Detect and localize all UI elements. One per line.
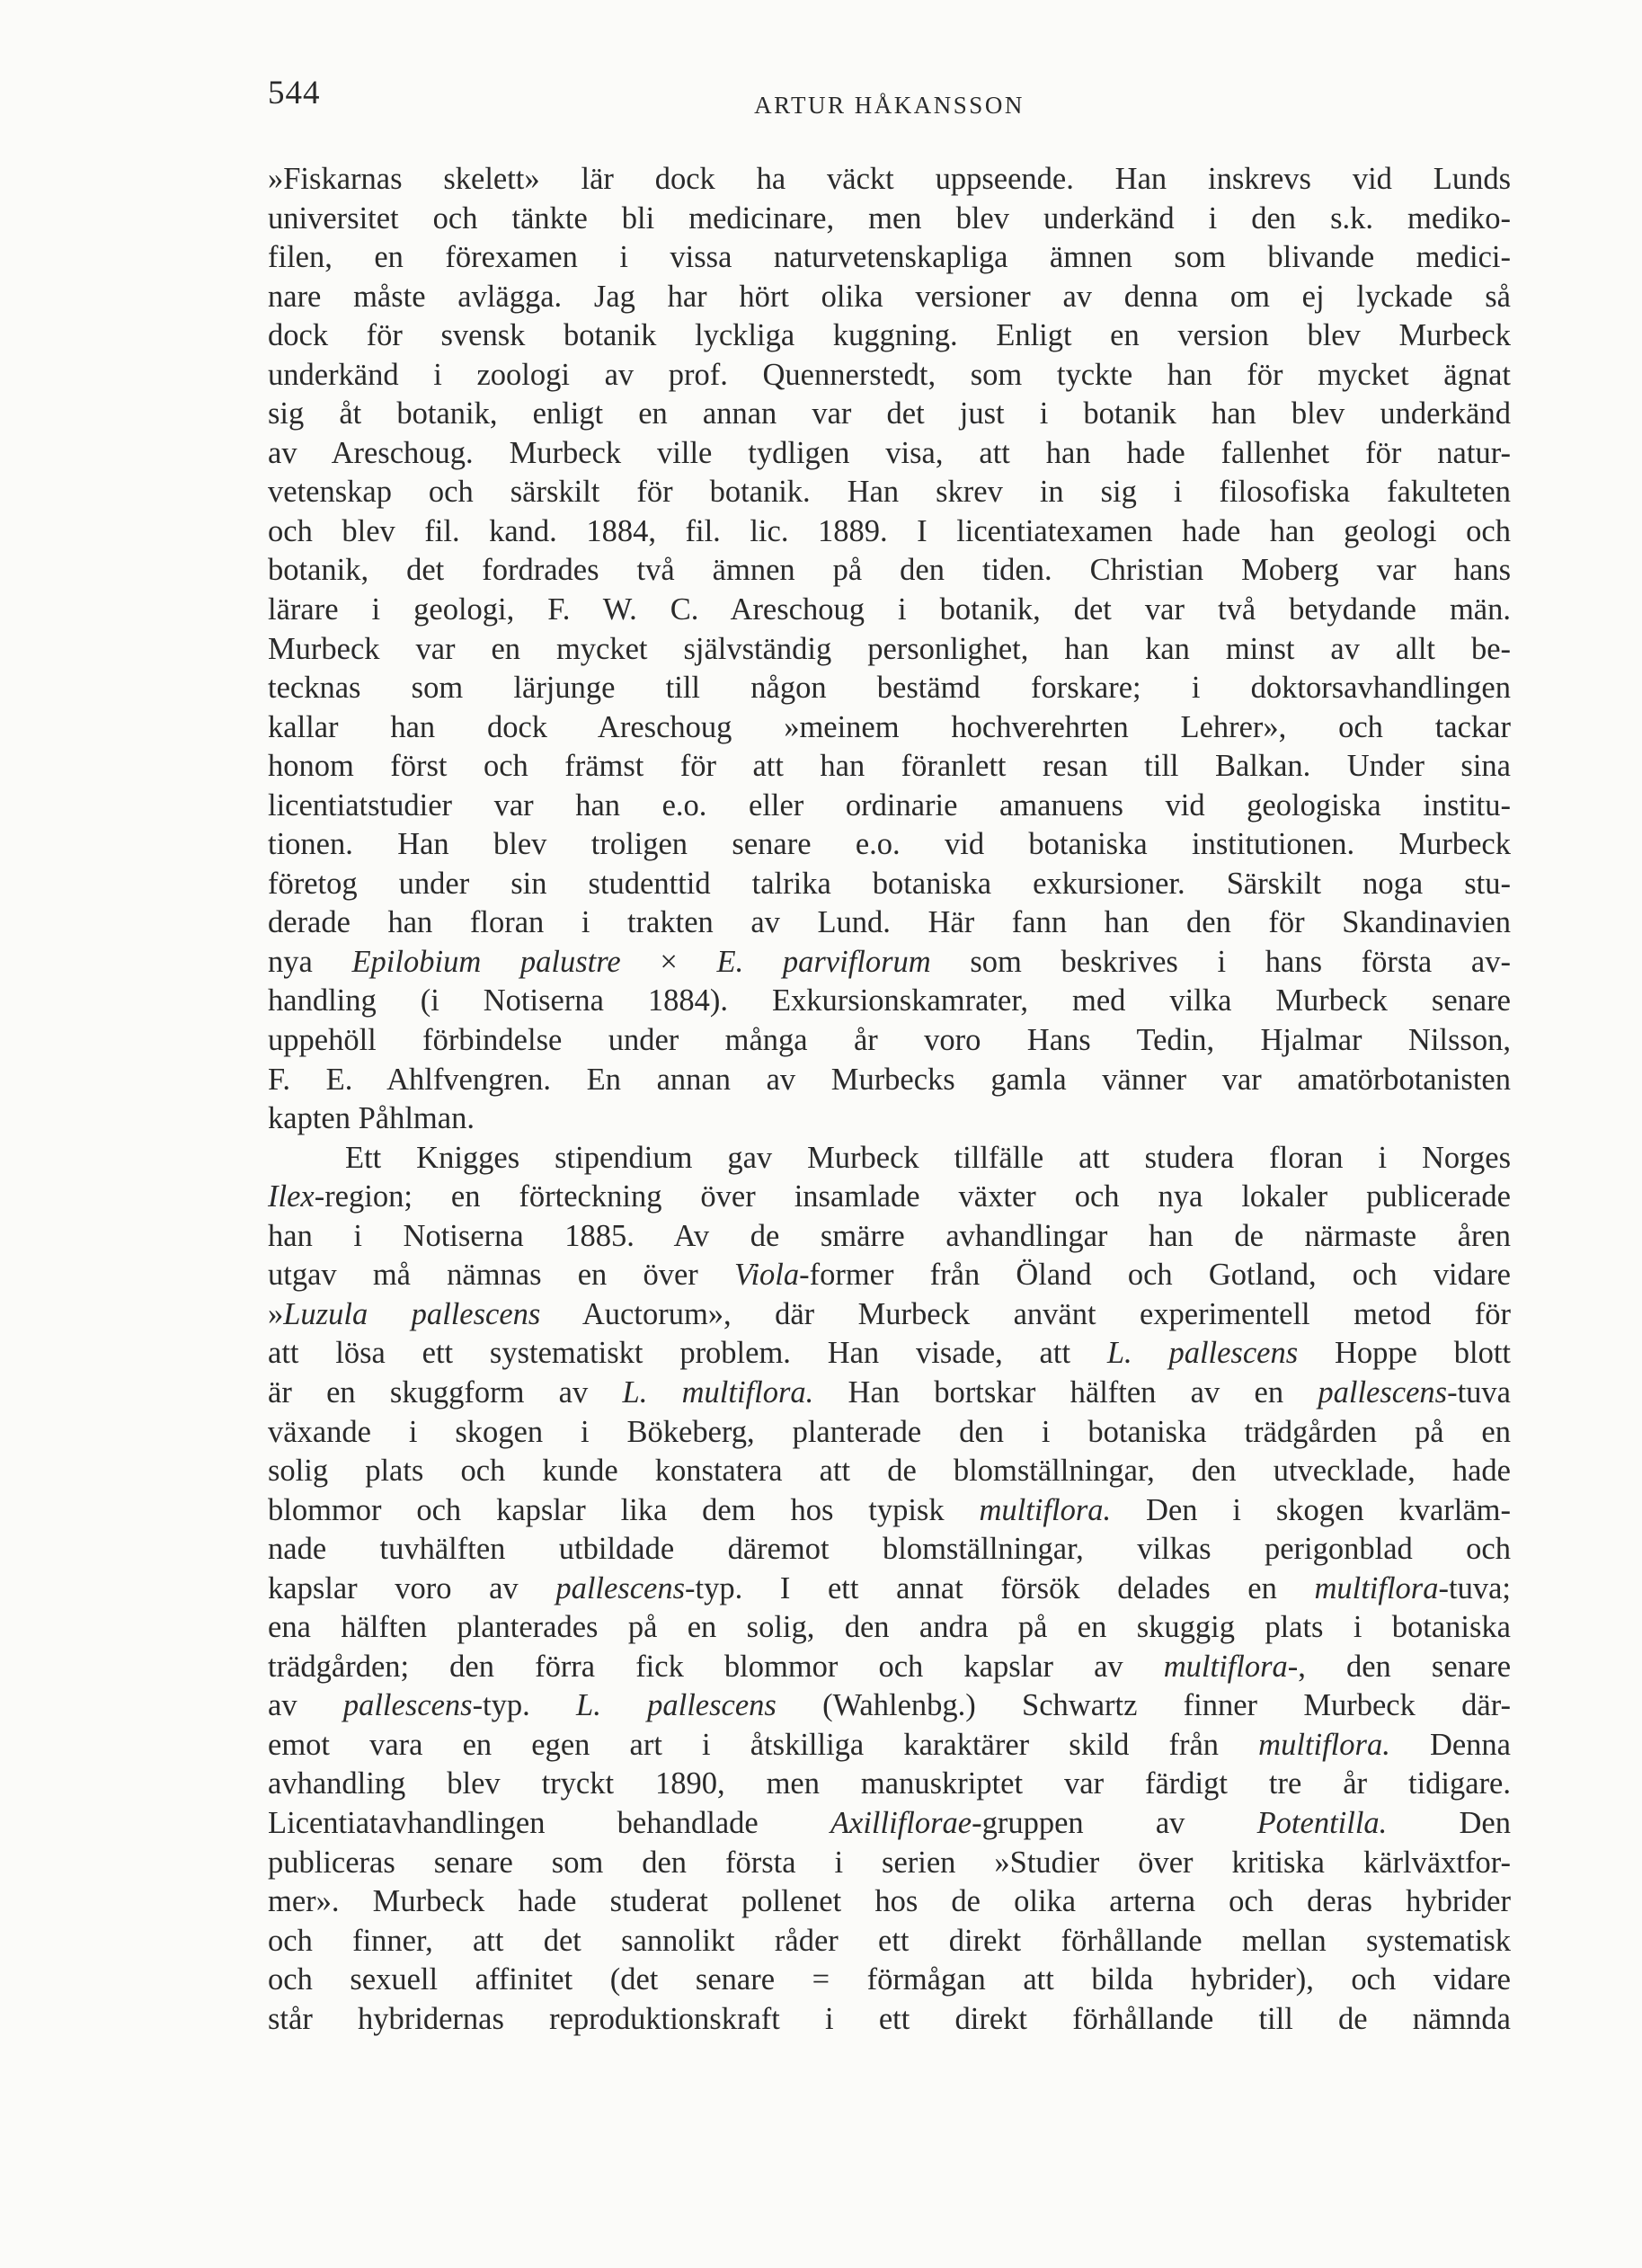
text-line: [268, 356, 1511, 396]
text-segment: universitet och tänkte bli medicinare, men blev underkänd i den s.k. mediko-: [268, 200, 1511, 236]
text-line: [268, 1686, 1511, 1726]
text-segment: publiceras senare som den första i serien »Studier över kritiska kärlväxtfor-: [268, 1845, 1511, 1880]
text-segment: -region; en förteckning över insamlade växter och nya lokaler publicerade: [314, 1179, 1511, 1214]
text-line: [268, 1882, 1511, 1922]
text-line: [268, 1726, 1511, 1765]
text-segment: nare måste avlägga. Jag har hört olika versioner av denna om ej lyckade så: [268, 279, 1511, 314]
text-segment: och blev fil. kand. 1884, fil. lic. 1889. I licentiatexamen hade han geologi och: [268, 513, 1511, 548]
text-segment: av: [268, 1688, 343, 1723]
italic-term: Potentilla.: [1256, 1805, 1388, 1840]
page-header: [268, 74, 1511, 128]
text-line: [268, 1961, 1511, 2000]
italic-term: Viola: [733, 1258, 800, 1293]
text-line: [268, 2000, 1511, 2040]
text-line: [268, 1922, 1511, 1961]
running-head: ARTUR HÅKANSSON: [754, 92, 1025, 119]
text-segment: lärare i geologi, F. W. C. Areschoug i botanik, det var två betydande män.: [268, 592, 1511, 627]
text-segment: -typ. I ett annat försök delades en: [685, 1570, 1315, 1605]
text-segment: tecknas som lärjunge till någon bestämd forskare; i doktorsavhandlingen: [268, 671, 1511, 706]
text-line: [268, 200, 1511, 239]
text-segment: kapten Påhlman.: [268, 1101, 475, 1136]
text-line: [268, 1648, 1511, 1687]
text-line: [268, 1021, 1511, 1061]
text-segment: står hybridernas reproduktionskraft i ett direkt förhållande till de nämnda: [268, 2001, 1511, 2036]
text-line: [268, 708, 1511, 748]
text-segment: honom först och främst för att han föranlett resan till Balkan. Under sina: [268, 749, 1511, 784]
italic-term: Epilobium palustre: [351, 944, 621, 979]
italic-term: Axilliflorae: [830, 1805, 972, 1840]
italic-term: multiflora.: [1258, 1727, 1390, 1762]
text-segment: blommor och kapslar lika dem hos typisk: [268, 1492, 980, 1527]
text-segment: derade han floran i trakten av Lund. Här fann han den för Skandinavien: [268, 905, 1511, 940]
text-segment: av Areschoug. Murbeck ville tydligen visa, att han hade fallenhet för natur-: [268, 435, 1511, 470]
text-line: [268, 903, 1511, 943]
text-line: [268, 1491, 1511, 1531]
text-segment: ×: [620, 944, 717, 979]
text-segment: utgav må nämnas en över: [268, 1258, 734, 1293]
text-line: [268, 591, 1511, 630]
text-line: [268, 1256, 1511, 1295]
text-line: [268, 512, 1511, 552]
text-segment: är en skuggform av: [268, 1374, 623, 1410]
text-line: [268, 865, 1511, 904]
italic-term: pallescens: [342, 1688, 473, 1723]
italic-term: pallescens: [555, 1570, 686, 1605]
text-line: [268, 1844, 1511, 1883]
text-segment: »: [268, 1296, 284, 1331]
text-segment: kapslar voro av: [268, 1570, 556, 1605]
text-segment: vetenskap och särskilt för botanik. Han skrev in sig i filosofiska fakulteten: [268, 475, 1511, 510]
text-segment: sig åt botanik, enligt en annan var det just i botanik han blev underkänd: [268, 396, 1511, 431]
text-segment: som beskrives i hans första av-: [930, 944, 1511, 979]
text-segment: Den i skogen kvarläm-: [1111, 1492, 1511, 1527]
text-line: [268, 1217, 1511, 1257]
text-line: [268, 434, 1511, 474]
text-segment: emot vara en egen art i åtskilliga karaktärer skild från: [268, 1727, 1259, 1762]
italic-term: multiflora.: [979, 1492, 1112, 1527]
italic-term: multiflora: [1163, 1649, 1288, 1684]
text-segment: och sexuell affinitet (det senare = förmågan att bilda hybrider), och vidare: [268, 1962, 1511, 1997]
body-text: [268, 160, 1511, 2039]
text-segment: kallar han dock Areschoug »meinem hochverehrten Lehrer», och tackar: [268, 709, 1511, 744]
text-line: [268, 1413, 1511, 1453]
text-line: [268, 943, 1511, 983]
text-line: [268, 1334, 1511, 1374]
text-segment: trädgården; den förra fick blommor och kapslar av: [268, 1649, 1164, 1684]
text-segment: -typ.: [472, 1688, 577, 1723]
text-segment: underkänd i zoologi av prof. Quennerstedt, som tyckte han för mycket ägnat: [268, 357, 1511, 392]
italic-term: L. pallescens: [1106, 1336, 1299, 1371]
text-line: [268, 473, 1511, 512]
text-segment: ena hälften planterades på en solig, den andra på en skuggig plats i botaniska: [268, 1610, 1511, 1645]
text-line: [268, 1061, 1511, 1100]
text-segment: -, den senare: [1287, 1649, 1512, 1684]
text-segment: dock för svensk botanik lyckliga kuggning. Enligt en version blev Murbeck: [268, 318, 1511, 353]
text-segment: Hoppe blott: [1298, 1336, 1511, 1371]
text-line: [268, 1139, 1511, 1178]
text-segment: Han bortskar hälften av en: [813, 1374, 1318, 1410]
text-line: [268, 1608, 1511, 1648]
text-segment: mer». Murbeck hade studerat pollenet hos de olika arterna och deras hybrider: [268, 1884, 1511, 1919]
text-segment: växande i skogen i Bökeberg, planterade den i botaniska trädgården på en: [268, 1414, 1511, 1449]
text-segment: nade tuvhälften utbildade däremot blomställningar, vilkas perigonblad och: [268, 1532, 1511, 1567]
text-segment: Auctorum», där Murbeck använt experimentell metod för: [540, 1296, 1511, 1331]
text-segment: (Wahlenbg.) Schwartz finner Murbeck där-: [776, 1688, 1511, 1723]
text-line: [268, 1570, 1511, 1609]
text-line: [268, 1295, 1511, 1335]
text-segment: och finner, att det sannolikt råder ett direkt förhållande mellan systematisk: [268, 1923, 1511, 1958]
text-line: [268, 669, 1511, 708]
text-line: [268, 1099, 1511, 1139]
text-segment: licentiatstudier var han e.o. eller ordinarie amanuens vid geologiska institu-: [268, 787, 1511, 823]
text-segment: -former från Öland och Gotland, och vidare: [799, 1258, 1511, 1293]
text-segment: -tuva: [1447, 1374, 1511, 1410]
text-line: [268, 1765, 1511, 1804]
text-segment: -gruppen av: [972, 1805, 1257, 1840]
text-segment: F. E. Ahlfvengren. En annan av Murbecks gamla vänner var amatörbotanisten: [268, 1062, 1511, 1097]
text-line: [268, 747, 1511, 787]
text-line: [268, 1452, 1511, 1491]
text-segment: uppehöll förbindelse under många år voro Hans Tedin, Hjalmar Nilsson,: [268, 1023, 1511, 1058]
text-line: [268, 630, 1511, 670]
text-segment: »Fiskarnas skelett» lär dock ha väckt uppseende. Han inskrevs vid Lunds: [268, 162, 1511, 196]
text-segment: tionen. Han blev troligen senare e.o. vid botaniska institutionen. Murbeck: [268, 827, 1511, 862]
text-segment: han i Notiserna 1885. Av de smärre avhandlingar han de närmaste åren: [268, 1218, 1511, 1253]
text-line: [268, 160, 1511, 200]
text-line: [268, 1530, 1511, 1570]
text-segment: avhandling blev tryckt 1890, men manuskriptet var färdigt tre år tidigare.: [268, 1766, 1511, 1801]
text-line: [268, 238, 1511, 278]
text-line: [268, 787, 1511, 826]
text-line: [268, 1374, 1511, 1413]
italic-term: L. multiflora.: [622, 1374, 814, 1410]
text-line: [268, 551, 1511, 591]
text-segment: -tuva;: [1438, 1570, 1511, 1605]
text-segment: filen, en förexamen i vissa naturvetenskapliga ämnen som blivande medici-: [268, 240, 1511, 275]
text-segment: Den: [1387, 1805, 1511, 1840]
text-segment: Denna: [1389, 1727, 1511, 1762]
text-line: [268, 1178, 1511, 1217]
text-line: [268, 395, 1511, 434]
text-line: [268, 982, 1511, 1021]
text-line: [268, 316, 1511, 356]
text-segment: Licentiatavhandlingen behandlade: [268, 1805, 830, 1840]
text-segment: nya: [268, 944, 352, 979]
text-line: [268, 278, 1511, 317]
italic-term: L. pallescens: [576, 1688, 777, 1723]
text-segment: botanik, det fordrades två ämnen på den tiden. Christian Moberg var hans: [268, 553, 1511, 588]
italic-term: Ilex: [268, 1179, 315, 1214]
text-line: [268, 825, 1511, 865]
text-line: [268, 1804, 1511, 1844]
text-segment: företog under sin studenttid talrika botaniska exkursioner. Särskilt noga stu-: [268, 866, 1511, 901]
text-segment: handling (i Notiserna 1884). Exkursionskamrater, med vilka Murbeck senare: [268, 983, 1511, 1018]
text-segment: att lösa ett systematiskt problem. Han visade, att: [268, 1336, 1107, 1371]
text-segment: solig plats och kunde konstatera att de blomställningar, den utvecklade, hade: [268, 1454, 1511, 1489]
italic-term: multiflora: [1314, 1570, 1439, 1605]
page-number: 544: [268, 75, 321, 111]
text-segment: Ett Knigges stipendium gav Murbeck tillfälle att studera floran i Norges: [345, 1140, 1511, 1175]
text-segment: Murbeck var en mycket självständig personlighet, han kan minst av allt be-: [268, 631, 1511, 666]
italic-term: E. parviflorum: [716, 944, 931, 979]
italic-term: pallescens: [1318, 1374, 1448, 1410]
italic-term: Luzula pallescens: [283, 1296, 541, 1331]
